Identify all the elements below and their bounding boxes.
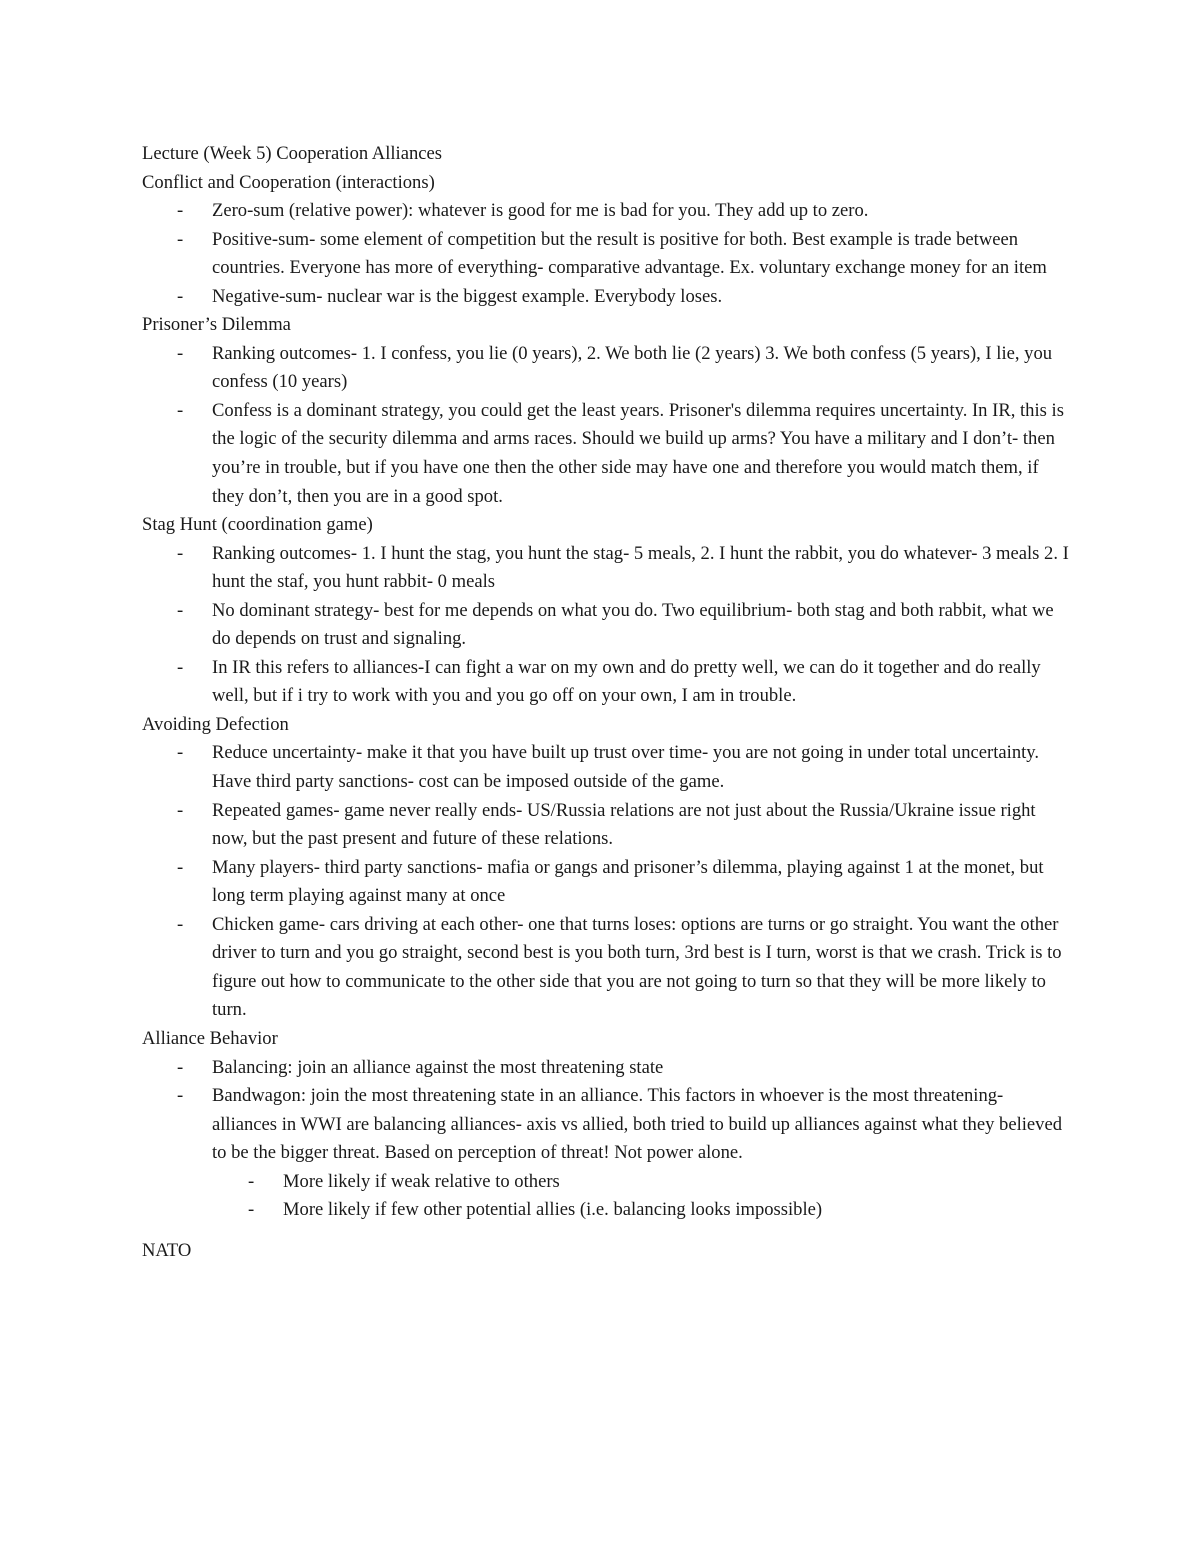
list-item: - Balancing: join an alliance against the most threatening state [142,1054,1072,1083]
bullet-dash: - [177,399,184,421]
section-heading: Conflict and Cooperation (interactions) [142,171,435,193]
bullet-dash: - [177,856,184,878]
bullet-dash: - [248,1199,255,1221]
bullet-dash: - [177,1085,184,1107]
bullet-dash: - [177,200,184,222]
list-item: - Many players- third party sanctions- mafia or gangs and prisoner’s dilemma, playing against 1 at the monet, but long term playing against many at once [142,854,1072,911]
closing-heading: NATO [142,1239,192,1261]
list-item: - Positive-sum- some element of competition but the result is positive for both. Best example is trade between countries. Everyone has more of everything- comparative advantage. Ex. voluntary exchange money for an item [142,226,1072,283]
bullet-dash: - [177,342,184,364]
bullet-dash: - [177,656,184,678]
list-item: - Reduce uncertainty- make it that you have built up trust over time- you are not going in under total uncertainty. Have third party sanctions- cost can be imposed outside of the game. [142,739,1072,796]
list-item: - Bandwagon: join the most threatening state in an alliance. This factors in whoever is the most threatening- alliances in WWI are balancing alliances- axis vs allied, both tried to build up alliances against what they believed to be the bigger threat. Based on perception of threat! Not power alone. [142,1082,1072,1168]
spacer [142,1225,1072,1237]
section-heading: Alliance Behavior [142,1027,278,1049]
list-item: - Repeated games- game never really ends- US/Russia relations are not just about the Russia/Ukraine issue right now, but the past present and future of these relations. [142,797,1072,854]
bullet-dash: - [177,742,184,764]
bullet-dash: - [177,228,184,250]
bullet-dash: - [177,285,184,307]
section-heading: Avoiding Defection [142,713,289,735]
bullet-dash: - [177,599,184,621]
list-item: - No dominant strategy- best for me depends on what you do. Two equilibrium- both stag and both rabbit, what we do depends on trust and signaling. [142,597,1072,654]
bullet-dash: - [177,542,184,564]
list-item: - Zero-sum (relative power): whatever is good for me is bad for you. They add up to zero. [142,197,1072,226]
list-item: - Chicken game- cars driving at each other- one that turns loses: options are turns or go straight. You want the other driver to turn and you go straight, second best is you both turn, 3rd best is I turn, worst is that we crash. Trick is to figure out how to communicate to the other side that you are not going to turn so that they will be more likely to turn. [142,911,1072,1025]
list-item: - Negative-sum- nuclear war is the biggest example. Everybody loses. [142,283,1072,312]
sub-list-item: - More likely if weak relative to others [142,1168,1072,1197]
list-item: - Ranking outcomes- 1. I hunt the stag, you hunt the stag- 5 meals, 2. I hunt the rabbit, you do whatever- 3 meals 2. I hunt the staf, you hunt rabbit- 0 meals [142,540,1072,597]
bullet-dash: - [177,1056,184,1078]
lecture-notes-document [142,140,1072,1265]
section-heading: Prisoner’s Dilemma [142,314,291,336]
section-heading: Stag Hunt (coordination game) [142,514,373,536]
bullet-dash: - [177,913,184,935]
bullet-dash: - [177,799,184,821]
list-item: - Confess is a dominant strategy, you could get the least years. Prisoner's dilemma requires uncertainty. In IR, this is the logic of the security dilemma and arms races. Should we build up arms? You have a military and I don’t- then you’re in trouble, but if you have one then the other side may have one and therefore you would match them, if they don’t, then you are in a good spot. [142,397,1072,511]
sub-list-item: - More likely if few other potential allies (i.e. balancing looks impossible) [142,1196,1072,1225]
list-item: - In IR this refers to alliances-I can fight a war on my own and do pretty well, we can do it together and do really well, but if i try to work with you and you go off on your own, I am in trouble. [142,654,1072,711]
bullet-dash: - [248,1170,255,1192]
document-title: Lecture (Week 5) Cooperation Alliances [142,143,443,164]
list-item: - Ranking outcomes- 1. I confess, you lie (0 years), 2. We both lie (2 years) 3. We both confess (5 years), I lie, you confess (10 years) [142,340,1072,397]
